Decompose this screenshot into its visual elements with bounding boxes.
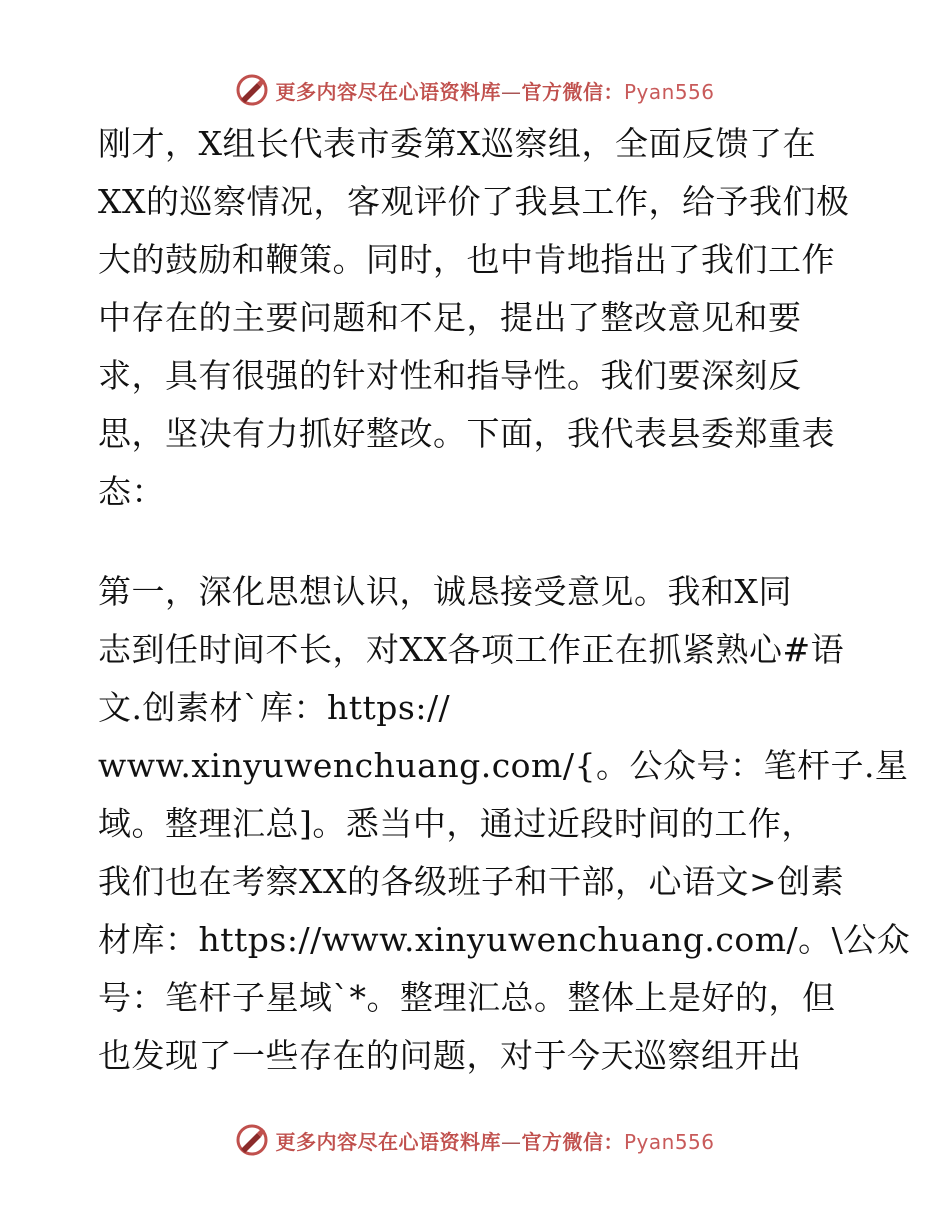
header-banner — [0, 70, 950, 110]
pen-logo-icon — [235, 1123, 269, 1157]
text-line: XX的巡察情况，客观评价了我县工作，给予我们极 — [98, 182, 850, 221]
banner-suffix: 官方微信： — [521, 79, 624, 104]
text-line: 大的鼓励和鞭策。同时，也中肯地指出了我们工作 — [98, 240, 835, 279]
banner-handle: Pyan556 — [623, 79, 715, 104]
text-line: 我们也在考察XX的各级班子和干部，心语文>创素 — [98, 862, 845, 901]
text-line: 号：笔杆子星域`*。整理汇总。整体上是好的，但 — [98, 978, 836, 1017]
banner-prefix: 更多内容尽在心语资料库 — [275, 1129, 501, 1154]
document-body — [98, 115, 911, 1085]
text-line: 思，坚决有力抓好整改。下面，我代表县委郑重表 — [98, 414, 835, 453]
banner-handle: Pyan556 — [623, 1129, 715, 1154]
banner-dash: — — [500, 1129, 522, 1154]
text-line: 中存在的主要问题和不足，提出了整改意见和要 — [98, 298, 802, 337]
text-line: 态： — [98, 472, 165, 511]
text-line: 材库：https://www.xinyuwenchuang.com/。\公众 — [98, 920, 911, 959]
banner-suffix: 官方微信： — [521, 1129, 624, 1154]
banner-prefix: 更多内容尽在心语资料库 — [275, 79, 501, 104]
text-line: 也发现了一些存在的问题，对于今天巡察组开出 — [98, 1036, 802, 1075]
text-line: 志到任时间不长，对XX各项工作正在抓紧熟心#语 — [98, 630, 845, 669]
paragraph-1 — [98, 115, 858, 521]
footer-banner — [0, 1120, 950, 1160]
text-line: 文.创素材`库：https:// — [98, 688, 451, 727]
paragraph-2 — [98, 563, 911, 1085]
paragraph-gap — [98, 521, 858, 563]
text-line: www.xinyuwenchuang.com/{。公众号：笔杆子.星 — [98, 746, 909, 785]
text-line: 域。整理汇总]。悉当中，通过近段时间的工作， — [98, 804, 815, 843]
text-line: 求，具有很强的针对性和指导性。我们要深刻反 — [98, 356, 802, 395]
banner-text — [275, 76, 714, 105]
text-line: 刚才，X组长代表市委第X巡察组，全面反馈了在 — [98, 124, 816, 163]
pen-logo-icon — [235, 73, 269, 107]
banner-dash: — — [500, 79, 522, 104]
banner-text — [275, 1126, 714, 1155]
text-line: 第一，深化思想认识，诚恳接受意见。我和X同 — [98, 572, 792, 611]
